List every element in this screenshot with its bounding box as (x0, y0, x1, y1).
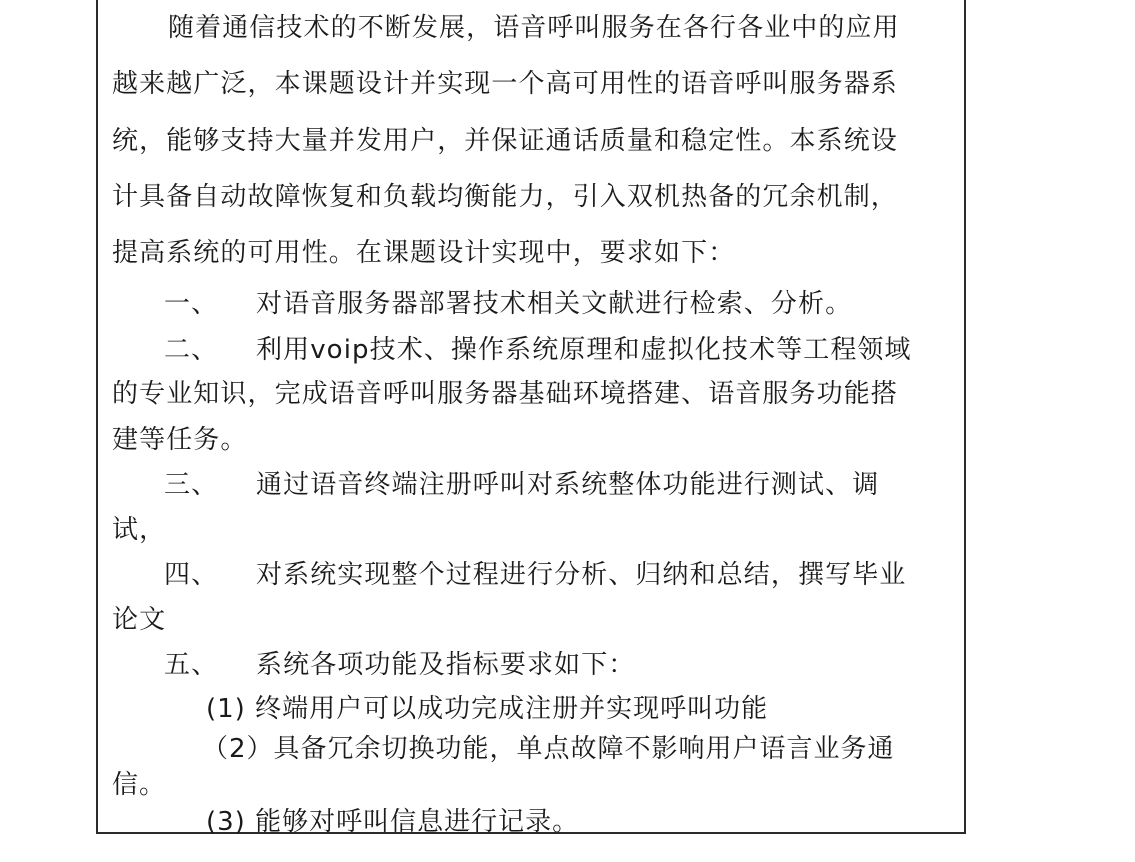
requirement-1 (112, 288, 852, 320)
intro-line-5: 提高系统的可用性。在课题设计实现中，要求如下： (112, 238, 736, 268)
requirement-2 (112, 334, 912, 366)
requirement-2-text-line-1: 利用voip技术、操作系统原理和虚拟化技术等工程领域 (256, 335, 912, 365)
requirement-3-text-line-2: 试， (112, 515, 167, 545)
intro-line-2: 越来越广泛，本课题设计并实现一个高可用性的语音呼叫服务器系 (112, 69, 898, 99)
requirement-1-text: 对语音服务器部署技术相关文献进行检索、分析。 (256, 289, 853, 319)
requirement-4-text-line-1: 对系统实现整个过程进行分析、归纳和总结，撰写毕业 (256, 560, 907, 590)
requirement-3-number: 三、 (164, 470, 219, 500)
requirement-5-number: 五、 (164, 650, 219, 680)
intro-line-4: 计具备自动故障恢复和负载均衡能力，引入双机热备的冗余机制， (112, 182, 898, 212)
metric-1: (1) 终端用户可以成功完成注册并实现呼叫功能 (206, 694, 769, 724)
requirement-4-text-line-2: 论文 (112, 605, 167, 635)
requirement-5 (112, 649, 635, 681)
requirement-4-number: 四、 (164, 560, 219, 590)
requirement-5-text: 系统各项功能及指标要求如下： (256, 650, 636, 680)
requirement-3 (112, 469, 879, 501)
requirement-1-number: 一、 (164, 289, 219, 319)
metric-2-line-1: （2）具备冗余切换功能，单点故障不影响用户语言业务通 (202, 734, 895, 764)
requirement-2-number: 二、 (164, 335, 219, 365)
intro-line-1: 随着通信技术的不断发展，语音呼叫服务在各行各业中的应用 (168, 13, 900, 43)
metric-3: (3) 能够对呼叫信息进行记录。 (206, 807, 580, 837)
requirement-3-text-line-1: 通过语音终端注册呼叫对系统整体功能进行测试、调 (256, 470, 880, 500)
requirement-2-text-line-2: 的专业知识，完成语音呼叫服务器基础环境搭建、语音服务功能搭 (112, 379, 898, 409)
metric-2-line-2: 信。 (112, 770, 167, 800)
requirement-2-text-line-3: 建等任务。 (112, 425, 248, 455)
requirement-4 (112, 559, 906, 591)
intro-line-3: 统，能够支持大量并发用户，并保证通话质量和稳定性。本系统设 (112, 126, 898, 156)
